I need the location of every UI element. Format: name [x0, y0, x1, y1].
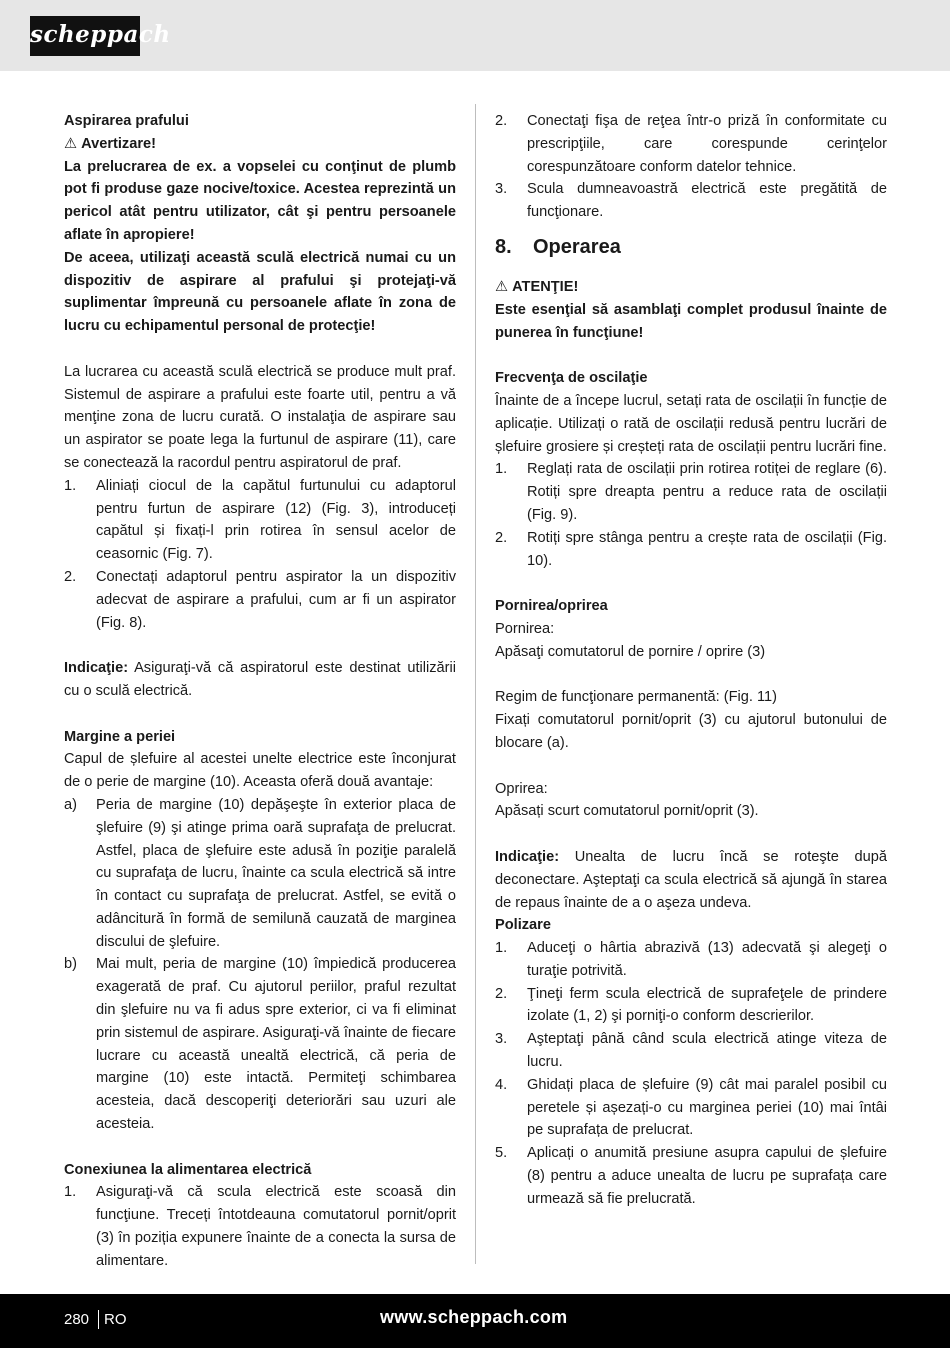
dust-paragraph: La lucrarea cu această sculă electrică se produce mult praf. Sistemul de aspirare a prafului este foarte util, pentru a vă menţine zona de lucru curată. O instalaţia de aspirare sau un aspirator se poate lega la furtunul de aspirare (11), care se conectează la racordul pentru aspiratorul de praf.: [64, 363, 456, 471]
scheppach-logo: [30, 16, 171, 56]
hint-label: Indicaţie:: [495, 848, 560, 865]
list-number: 3.: [495, 181, 508, 198]
list-number: 2.: [495, 529, 508, 546]
list-number: 1.: [64, 1184, 77, 1201]
list-text: Rotiți spre stânga pentru a crește rata de oscilații (Fig. 10).: [527, 529, 887, 569]
website-link[interactable]: www.scheppach.com: [380, 1307, 568, 1327]
warning-triangle-icon: ⚠: [495, 278, 509, 295]
dust-warning-text-1: La prelucrarea de ex. a vopselei cu conţinut de plumb pot fi produse gaze nocive/toxice. Acestea reprezintă un pericol atât pentru utilizator, cât şi pentru persoanele aflate în apropiere!: [64, 158, 456, 243]
page-header: [0, 0, 950, 71]
attention-label: ATENŢIE!: [512, 278, 579, 295]
hint-text: Asiguraţi-vă că aspiratorul este destinat utilizării cu o sculă electrică.: [64, 660, 457, 699]
list-text: Scula dumneavoastră electrică este pregătită de funcţionare.: [527, 181, 887, 221]
list-item: [495, 110, 887, 178]
hint-text: Unealta de lucru încă se roteşte după deconectare. Aşteptaţi ca scula electrică să ajungă în starea de repaus înainte de a o aşeza undeva.: [495, 848, 887, 911]
permanent-label: Regim de funcţionare permanentă: (Fig. 11): [495, 689, 778, 706]
list-number: 2.: [495, 985, 508, 1002]
power-title: Conexiunea la alimentarea electrică: [64, 1161, 312, 1178]
list-text: Conectaţi fişa de reţea într-o priză în conformitate cu prescripţiile, care corespunde cerinţelor corespunzătoare conform datelor tehnice.: [527, 113, 887, 175]
off-text: Apăsați scurt comutatorul pornit/oprit (3).: [495, 803, 759, 820]
list-item: [64, 953, 456, 1135]
list-number: 2.: [64, 568, 77, 585]
freq-title: Frecvenţa de oscilaţie: [495, 370, 648, 387]
dust-warning-text-2: De aceea, utilizaţi această sculă electrică numai cu un dispozitiv de aspirare al prafului şi protejaţi-vă suplimentar împreună cu persoanele aflate în zona de lucru cu echipamentul personal de protecţie!: [64, 249, 456, 335]
list-number: 4.: [495, 1076, 508, 1093]
list-item: [495, 1142, 887, 1210]
page-footer: [0, 1294, 950, 1348]
hint-paragraph: [64, 657, 456, 703]
page-number: 280: [64, 1311, 90, 1328]
on-text: Apăsaţi comutatorul de pornire / oprire (3): [495, 643, 766, 660]
list-number: 1.: [495, 940, 508, 957]
left-column: [64, 110, 456, 1273]
list-number: 2.: [495, 113, 508, 129]
section-title: Operarea: [533, 235, 621, 258]
list-text: Conectați adaptorul pentru aspirator la un dispozitiv adecvat de aspirare a prafului, cum ar fi un aspirator (Fig. 8).: [96, 568, 456, 631]
freq-paragraph: Înainte de a începe lucrul, setați rata de oscilații în funcție de aplicație. Utilizați o rată de oscilații redusă pentru lucrări de șlefuire grosiere și creșteți rata de oscilații pentru lucrări fine.: [495, 392, 887, 455]
list-letter: b): [64, 956, 77, 973]
section-number: 8.: [495, 235, 512, 258]
list-item: [64, 475, 456, 566]
attention-text: Este esenţial să asamblaţi complet produsul înainte de punerea în funcţiune!: [495, 301, 887, 341]
dust-warning-label: Avertizare!: [81, 135, 156, 152]
list-item: [64, 1181, 456, 1272]
list-number: 1.: [64, 477, 77, 494]
on-label: Pornirea:: [495, 620, 555, 637]
list-text: Ţineţi ferm scula electrică de suprafeţele de prindere izolate (1, 2) şi porniţi-o conform descrierilor.: [527, 985, 887, 1025]
list-item: [495, 983, 887, 1029]
list-text: Aliniați ciocul de la capătul furtunului cu adaptorul pentru furtun de aspirare (12) (Fig. 3), introduceți capătul și fixați-l prin rotirea în sensul acelor de ceasornic (Fig. 7).: [96, 477, 456, 563]
list-item: [495, 937, 887, 983]
dust-warning-heading: [64, 133, 456, 156]
list-text: Peria de margine (10) depăşeşte în exterior placa de şlefuire (9) şi atinge prima oară suprafaţa de prelucrat. Astfel, placa de şlefuire este adusă în poziţie paralelă cu suprafaţa de lucru, înainte ca scula electrică să intre în contact cu suprafaţa de prelucrat. Astfel, se evită o adâncitură în formă de semilună cauzată de marginea discului de şlefuire.: [96, 796, 456, 950]
list-text: Asiguraţi-vă că scula electrică este scoasă din funcţiune. Treceți întotdeauna comutatorul pornit/oprit (3) în poziția expunere înainte de a conecta la sursa de alimentare.: [96, 1184, 456, 1269]
list-item: [495, 527, 887, 573]
list-text: Ghidați placa de șlefuire (9) cât mai paralel posibil cu peretele și așezați-o cu marginea periei (10) mai întâi pe suprafața de prelucrat.: [527, 1076, 887, 1139]
language-code: RO: [104, 1311, 127, 1328]
hint-label: Indicaţie:: [64, 660, 129, 677]
list-text: Aşteptaţi până când scula electrică atinge viteza de lucru.: [527, 1031, 887, 1071]
list-letter: a): [64, 796, 77, 813]
right-column: [495, 110, 887, 1211]
brush-title: Margine a periei: [64, 728, 176, 745]
list-text: Aduceţi o hârtia abrazivă (13) adecvată şi alegeţi o turaţie potrivită.: [527, 940, 887, 979]
list-item: [495, 1074, 887, 1142]
list-item: [64, 566, 456, 634]
list-item: [64, 794, 456, 954]
list-item: [495, 458, 887, 526]
list-number: 3.: [495, 1031, 508, 1048]
polish-title: Polizare: [495, 917, 551, 934]
list-text: Mai mult, peria de margine (10) împiedică producerea exagerată de praf. Cu ajutorul periilor, praful rezultat din şlefuire nu va fi adus spre exterior, ci va fi eliminat prin sistemul de aspirare. Asiguraţi-vă înainte de fiecare lucrare cu această unealtă electrică, că peria de margine (10) este intactă. Permiteţi schimbarea acesteia, dacă descoperiţi deteriorări sau uzuri ale acesteia.: [96, 956, 456, 1133]
list-text: Reglați rata de oscilații prin rotirea rotiței de reglare (6). Rotiți spre dreapta pentru a reduce rata de oscilații (Fig. 9).: [527, 461, 887, 523]
logo-text: scheppach: [30, 21, 171, 48]
dust-title: Aspirarea prafului: [64, 113, 189, 129]
brush-paragraph: Capul de șlefuire al acestei unelte electrice este înconjurat de o perie de margine (10). Aceasta oferă două avantaje:: [64, 751, 456, 791]
attention-heading: [495, 276, 887, 299]
column-divider: [475, 104, 476, 1264]
section-heading: [495, 234, 887, 260]
onoff-title: Pornirea/oprirea: [495, 598, 608, 615]
list-text: Aplicați o anumită presiune asupra capului de șlefuire (8) pentru a aduce unealta de lucru pe suprafața care urmează să fie prelucrată.: [527, 1145, 887, 1207]
footer-separator: [98, 1310, 99, 1329]
hint-paragraph: [495, 846, 887, 914]
list-number: 5.: [495, 1145, 508, 1162]
list-item: [495, 1028, 887, 1074]
permanent-text: Fixați comutatorul pornit/oprit (3) cu ajutorul butonului de blocare (a).: [495, 712, 887, 751]
list-item: [495, 178, 887, 224]
off-label: Oprirea:: [495, 780, 548, 797]
list-number: 1.: [495, 461, 508, 478]
warning-triangle-icon: ⚠: [64, 135, 78, 152]
